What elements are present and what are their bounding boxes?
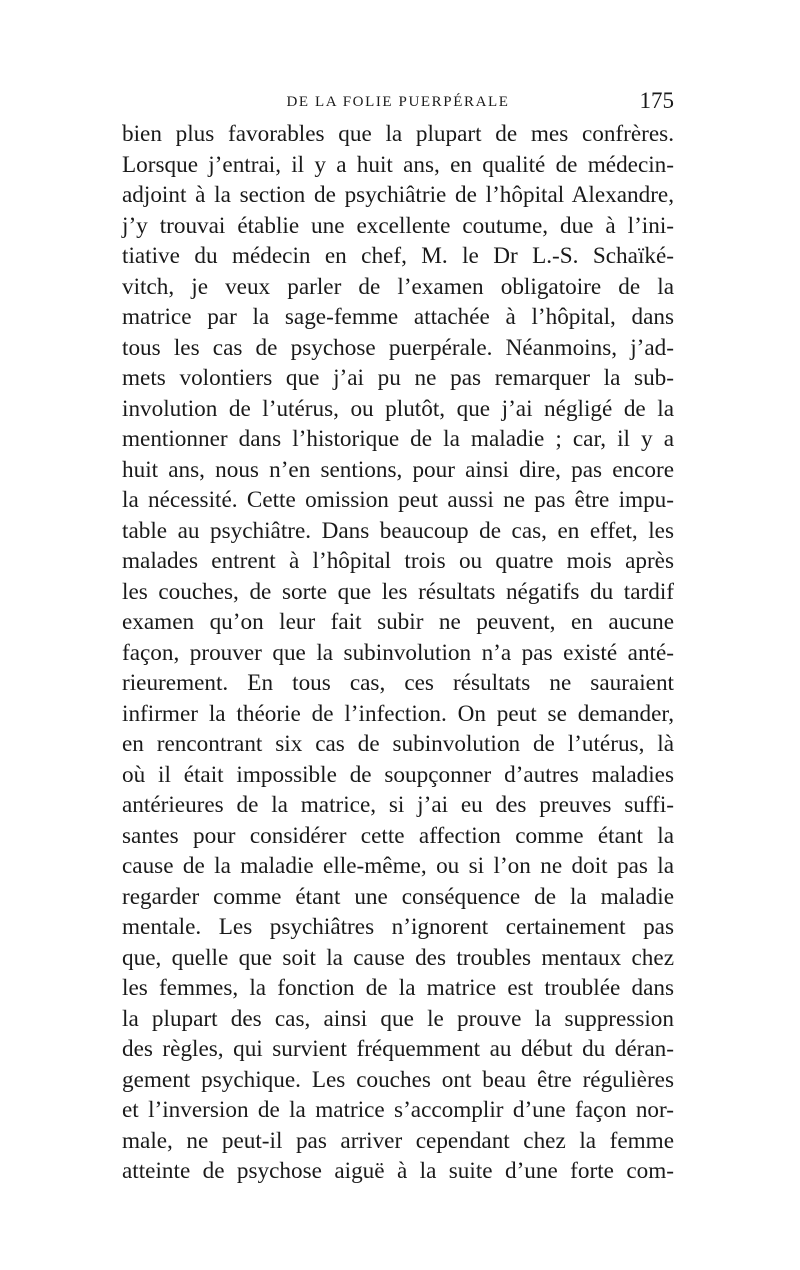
text-line: matrice par la sage-femme attachée à l’hôpital, dans [122, 304, 674, 330]
running-title: DE LA FOLIE PUERPÉRALE [286, 94, 510, 110]
text-line: et l’inversion de la matrice s’accomplir d’une façon nor- [122, 1097, 674, 1123]
text-line: cause de la maladie elle-même, ou si l’on ne doit pas la [122, 853, 674, 879]
text-line: gement psychique. Les couches ont beau être régulières [122, 1066, 674, 1093]
text-line: mentionner dans l’historique de la maladie ; car, il y a [122, 426, 674, 452]
text-line: vitch, je veux parler de l’examen obligatoire de la [122, 273, 674, 300]
text-line: examen qu’on leur fait subir ne peuvent, en aucune [122, 609, 674, 635]
text-line: tiative du médecin en chef, M. le Dr L.-S. Schaïké- [122, 243, 674, 269]
text-line: involution de l’utérus, ou plutôt, que j’ai négligé de la [122, 395, 674, 422]
running-head [122, 88, 674, 118]
text-line: antérieures de la matrice, si j’ai eu des preuves suffi- [122, 792, 674, 818]
text-line: malades entrent à l’hôpital trois ou quatre mois après [122, 548, 674, 574]
text-line: tous les cas de psychose puerpérale. Néanmoins, j’ad- [122, 334, 674, 361]
text-line: où il était impossible de soupçonner d’autres maladies [122, 761, 674, 788]
text-line: huit ans, nous n’en sentions, pour ainsi dire, pas encore [122, 456, 674, 483]
text-line: les couches, de sorte que les résultats négatifs du tardif [122, 578, 674, 605]
text-line: santes pour considérer cette affection comme étant la [122, 822, 674, 849]
text-line: Lorsque j’entrai, il y a huit ans, en qualité de médecin- [122, 151, 674, 178]
text-line: la nécessité. Cette omission peut aussi ne pas être impu- [122, 487, 674, 513]
text-line: que, quelle que soit la cause des troubles mentaux chez [122, 944, 674, 971]
text-line: infirmer la théorie de l’infection. On peut se demander, [122, 700, 674, 727]
text-line: table au psychiâtre. Dans beaucoup de cas, en effet, les [122, 517, 674, 544]
body-text [122, 119, 674, 1187]
text-line: les femmes, la fonction de la matrice est troublée dans [122, 975, 674, 1001]
text-line: adjoint à la section de psychiâtrie de l’hôpital Alexandre, [122, 182, 674, 208]
text-line: j’y trouvai établie une excellente coutume, due à l’ini- [122, 212, 674, 239]
text-line: mets volontiers que j’ai pu ne pas remarquer la sub- [122, 365, 674, 391]
text-line: atteinte de psychose aiguë à la suite d’une forte com- [122, 1158, 674, 1184]
text-line: bien plus favorables que la plupart de mes confrères. [122, 121, 674, 147]
text-line: la plupart des cas, ainsi que le prouve la suppression [122, 1005, 674, 1032]
text-line: des règles, qui survient fréquemment au début du déran- [122, 1036, 674, 1062]
text-line: regarder comme étant une conséquence de la maladie [122, 883, 674, 910]
page-number: 175 [639, 88, 674, 113]
text-line: mentale. Les psychiâtres n’ignorent certainement pas [122, 914, 674, 940]
text-line: en rencontrant six cas de subinvolution de l’utérus, là [122, 731, 674, 757]
text-line: male, ne peut-il pas arriver cependant chez la femme [122, 1127, 674, 1154]
text-line: rieurement. En tous cas, ces résultats ne sauraient [122, 670, 674, 696]
text-line: façon, prouver que la subinvolution n’a pas existé anté- [122, 639, 674, 666]
